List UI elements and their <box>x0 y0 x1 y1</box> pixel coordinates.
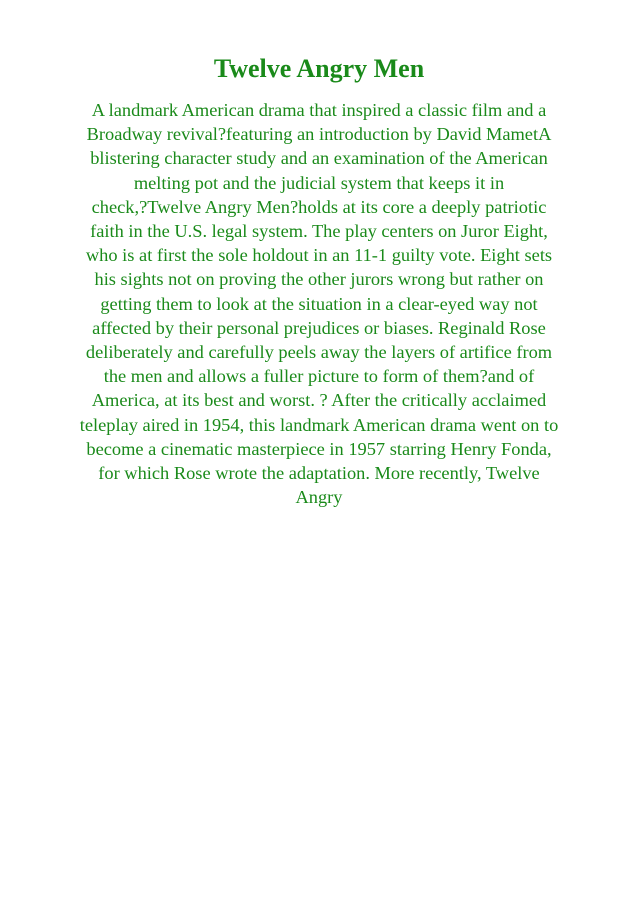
description-line: deliberately and carefully peels away the layers of artifice from <box>85 342 553 363</box>
description-line: who is at first the sole holdout in an 11-1 guilty vote. Eight sets <box>85 245 553 266</box>
document-title: Twelve Angry Men <box>213 54 425 83</box>
description-line: A landmark American drama that inspired a classic film and a <box>91 100 547 120</box>
description-line: check,?Twelve Angry Men?holds at its core a deeply patriotic <box>91 196 547 217</box>
description-line: for which Rose wrote the adaptation. More recently, Twelve <box>98 463 540 484</box>
description-line: become a cinematic masterpiece in 1957 starring Henry Fonda, <box>86 438 552 459</box>
description-line: affected by their personal prejudices or biases. Reginald Rose <box>92 317 546 338</box>
description-line: faith in the U.S. legal system. The play centers on Juror Eight, <box>90 221 548 242</box>
description-line: blistering character study and an examination of the American <box>90 148 548 169</box>
description-line: teleplay aired in 1954, this landmark American drama went on to <box>79 414 559 435</box>
description-line: Broadway revival?featuring an introduction by David MametA <box>86 124 552 145</box>
description-line: his sights not on proving the other jurors wrong but rather on <box>94 269 544 290</box>
description-line: Angry <box>295 487 343 508</box>
description-line: the men and allows a fuller picture to form of them?and of <box>103 366 535 387</box>
description-line: melting pot and the judicial system that keeps it in <box>133 172 505 193</box>
description-line: America, at its best and worst. ? After the critically acclaimed <box>91 390 547 411</box>
document-description <box>30 98 608 509</box>
description-line: getting them to look at the situation in a clear-eyed way not <box>100 293 538 314</box>
